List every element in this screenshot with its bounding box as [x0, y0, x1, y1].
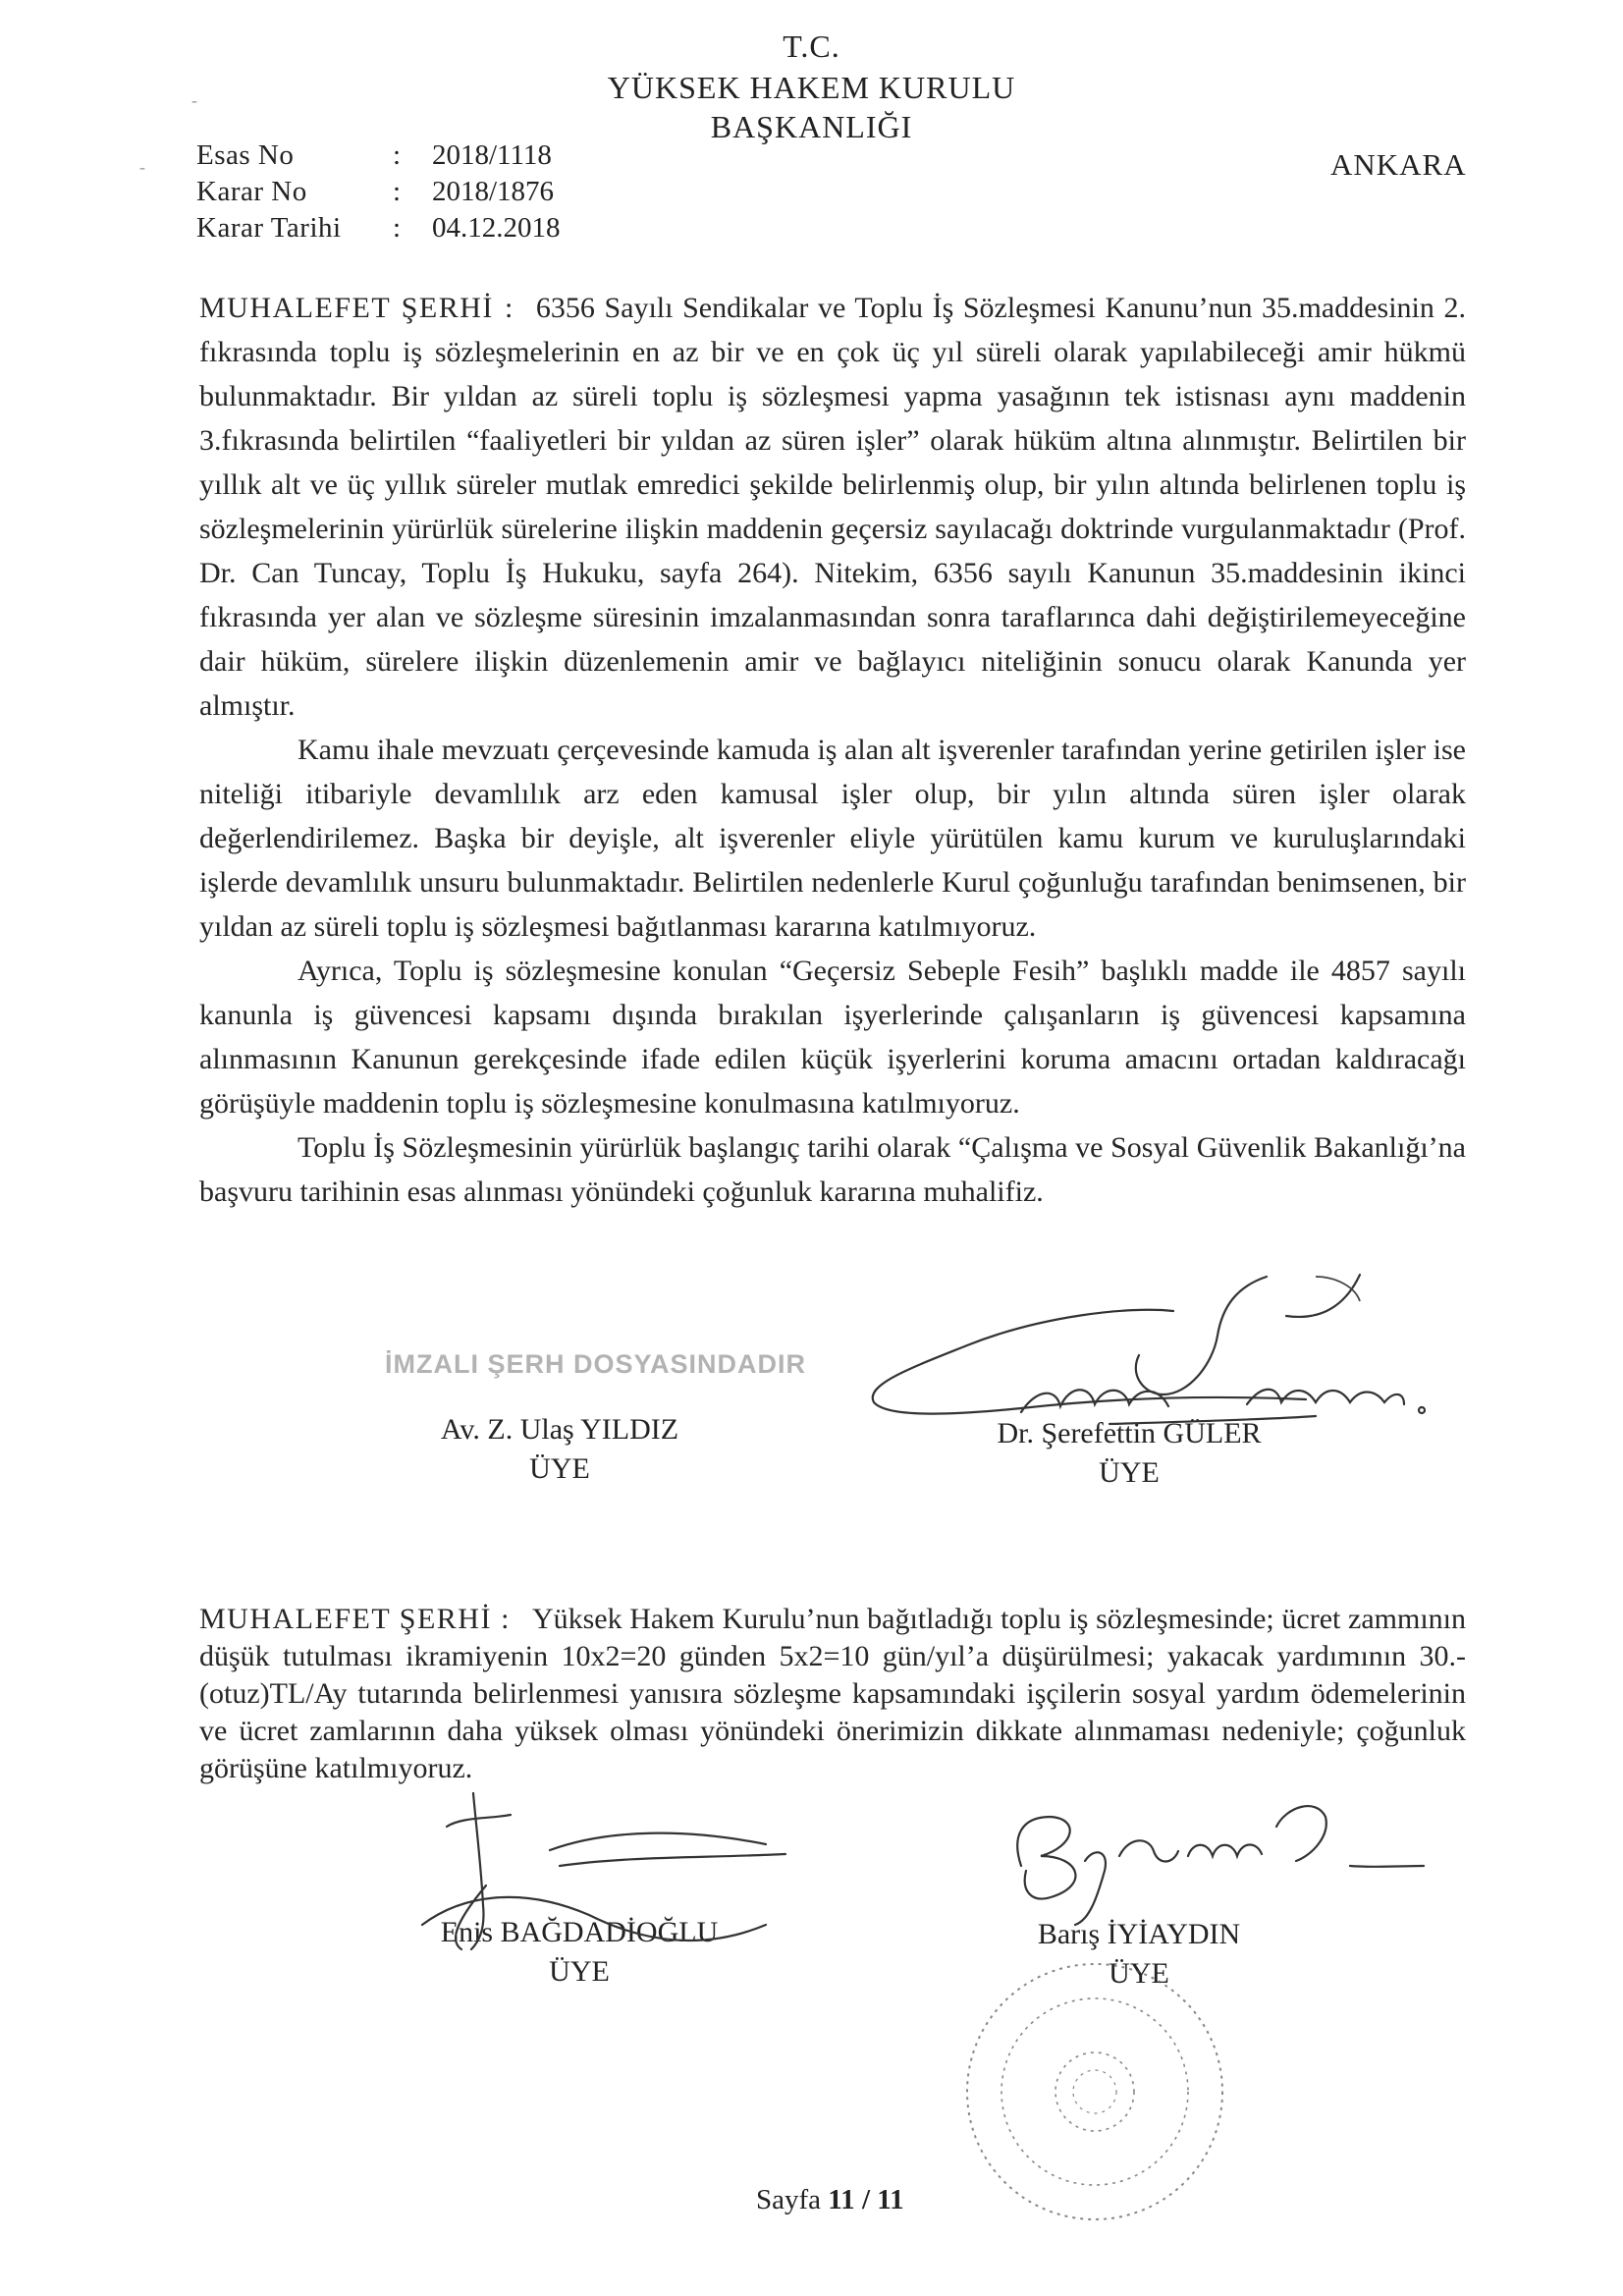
decision-date-value: 04.12.2018 [432, 212, 561, 244]
meta-colon: : [393, 212, 402, 244]
decision-number-label: Karar No [196, 176, 307, 207]
header-tc: T.C. [783, 28, 840, 64]
header-institution: YÜKSEK HAKEM KURULU [607, 70, 1016, 105]
signer-role: ÜYE [549, 1955, 610, 1988]
signature-block-yildiz [393, 1410, 727, 1489]
page-prefix: Sayfa [756, 2184, 822, 2215]
signature-block-bagdadioglu [403, 1913, 756, 1992]
seal-stamp [967, 1964, 1222, 2219]
signer-name: Barış İYİAYDIN [1037, 1918, 1241, 1950]
case-number-row [196, 137, 561, 174]
dissent-1-paragraph-1 [199, 286, 1466, 728]
signed-dissent-stamp: İMZALI ŞERH DOSYASINDADIR [385, 1349, 807, 1379]
signer-role: ÜYE [1099, 1456, 1160, 1489]
signature-iyiaydin-graphic [1017, 1806, 1424, 1925]
dissent-1-paragraph-4: Toplu İş Sözleşmesinin yürürlük başlangıç tarihi olarak “Çalışma ve Sosyal Güvenlik Bakanlığı’na başvuru tarihinin esas alınması yönündeki çoğunluk kararına muhalifiz. [199, 1131, 1466, 1208]
dissent-2-text: Yüksek Hakem Kurulu’nun bağıtladığı toplu iş sözleşmesinde; ücret zammının düşük tutulması ikramiyenin 10x2=20 günden 5x2=10 gün/yıl’a düşürülmesi; yakacak yardımının 30.-(otuz)TL/Ay tutarında belirlenmesi yanısıra sözleşme kapsamındaki işçilerin sosyal yardım ödemelerinin ve ücret zamlarının daha yüksek olması yönündeki önerimizin dikkate alınmaması nedeniyle; çoğunluk görüşüne katılmıyoruz. [199, 1603, 1466, 1784]
dissent-1-paragraph-3: Ayrıca, Toplu iş sözleşmesine konulan “Geçersiz Sebeple Fesih” başlıklı madde ile 4857 sayılı kanunla iş güvencesi kapsamı dışında bırakılan işyerlerinde çalışanların iş güvencesi kapsamına alınmasının Kanunun gerekçesinde ifade edilen küçük işyerlerini koruma amacını ortadan kaldıracağı görüşüyle maddenin toplu iş sözleşmesine konulmasına katılmıyoruz. [199, 955, 1466, 1120]
signature-block-iyiaydin [982, 1915, 1296, 1994]
signature-guler-graphic [873, 1275, 1425, 1424]
dissent-opinion-1 [199, 286, 1466, 1214]
page-separator: / [861, 2184, 870, 2215]
signer-role: ÜYE [1109, 1957, 1169, 1990]
scan-mark: - [139, 157, 145, 177]
decision-number-value: 2018/1876 [432, 176, 555, 207]
pen-mark [1316, 1277, 1360, 1301]
signer-name: Av. Z. Ulaş YILDIZ [440, 1413, 679, 1446]
signature-block-guler [943, 1414, 1316, 1493]
signer-name: Dr. Şerefettin GÜLER [997, 1417, 1262, 1449]
case-number-label: Esas No [196, 139, 295, 171]
dissent-1-heading: MUHALEFET ŞERHİ : [199, 292, 514, 324]
header-presidency: BAŞKANLIĞI [710, 109, 913, 144]
decision-date-row [196, 210, 561, 246]
scan-mark: - [191, 90, 197, 110]
signer-role: ÜYE [529, 1452, 590, 1485]
meta-colon: : [393, 176, 402, 207]
page-number [756, 2184, 904, 2216]
page-current: 11 [828, 2184, 855, 2215]
decision-number-row [196, 174, 561, 210]
meta-colon: : [393, 139, 402, 171]
dissent-2-paragraph [199, 1601, 1466, 1787]
dissent-opinion-2 [199, 1601, 1466, 1787]
page-total: 11 [877, 2184, 904, 2215]
dissent-1-paragraph-1-text: 6356 Sayılı Sendikalar ve Toplu İş Sözleşmesi Kanunu’nun 35.maddesinin 2. fıkrasında toplu iş sözleşmelerinin en az bir ve en çok üç yıl süreli olarak yapılabileceği amir hükmü bulunmaktadır. Bir yıldan az süreli toplu iş sözleşmesi yapma yasağının tek istisnası aynı maddenin 3.fıkrasında belirtilen “faaliyetleri bir yıldan az süren işler” olarak hüküm altına alınmıştır. Belirtilen bir yıllık alt ve üç yıllık süreler mutlak emredici şekilde belirlenmiş olup, bir yılın altında belirlenen toplu iş sözleşmelerinin yürürlük sürelerine ilişkin maddenin geçersiz sayılacağı doktrinde vurgulanmaktadır (Prof. Dr. Can Tuncay, Toplu İş Hukuku, sayfa 264). Nitekim, 6356 sayılı Kanunun 35.maddesinin ikinci fıkrasında yer alan ve sözleşme süresinin imzalanmasından sonra taraflarınca dahi değiştirilemeyeceğine dair hüküm, sürelere ilişkin düzenlemenin amir ve bağlayıcı niteliğinin sonucu olarak Kanunda yer almıştır. [199, 292, 1466, 722]
case-number-value: 2018/1118 [432, 139, 552, 171]
signer-name: Enis BAĞDADİOĞLU [440, 1916, 719, 1948]
dissent-2-heading: MUHALEFET ŞERHİ : [199, 1603, 511, 1635]
city-label: ANKARA [1330, 147, 1467, 182]
decision-date-label: Karar Tarihi [196, 212, 342, 244]
dissent-1-paragraph-2: Kamu ihale mevzuatı çerçevesinde kamuda iş alan alt işverenler tarafından yerine getirilen işler ise niteliği itibariyle devamlılık arz eden kamusal işler olup, bir yılın altında süren işler olarak değerlendirilemez. Başka bir deyişle, alt işverenler eliyle yürütülen kamu kurum ve kuruluşlarındaki işlerde devamlılık unsuru bulunmaktadır. Belirtilen nedenlerle Kurul çoğunluğu tarafından benimsenen, bir yıldan az süreli toplu iş sözleşmesi bağıtlanması kararına katılmıyoruz. [199, 734, 1466, 943]
case-meta [196, 137, 561, 246]
